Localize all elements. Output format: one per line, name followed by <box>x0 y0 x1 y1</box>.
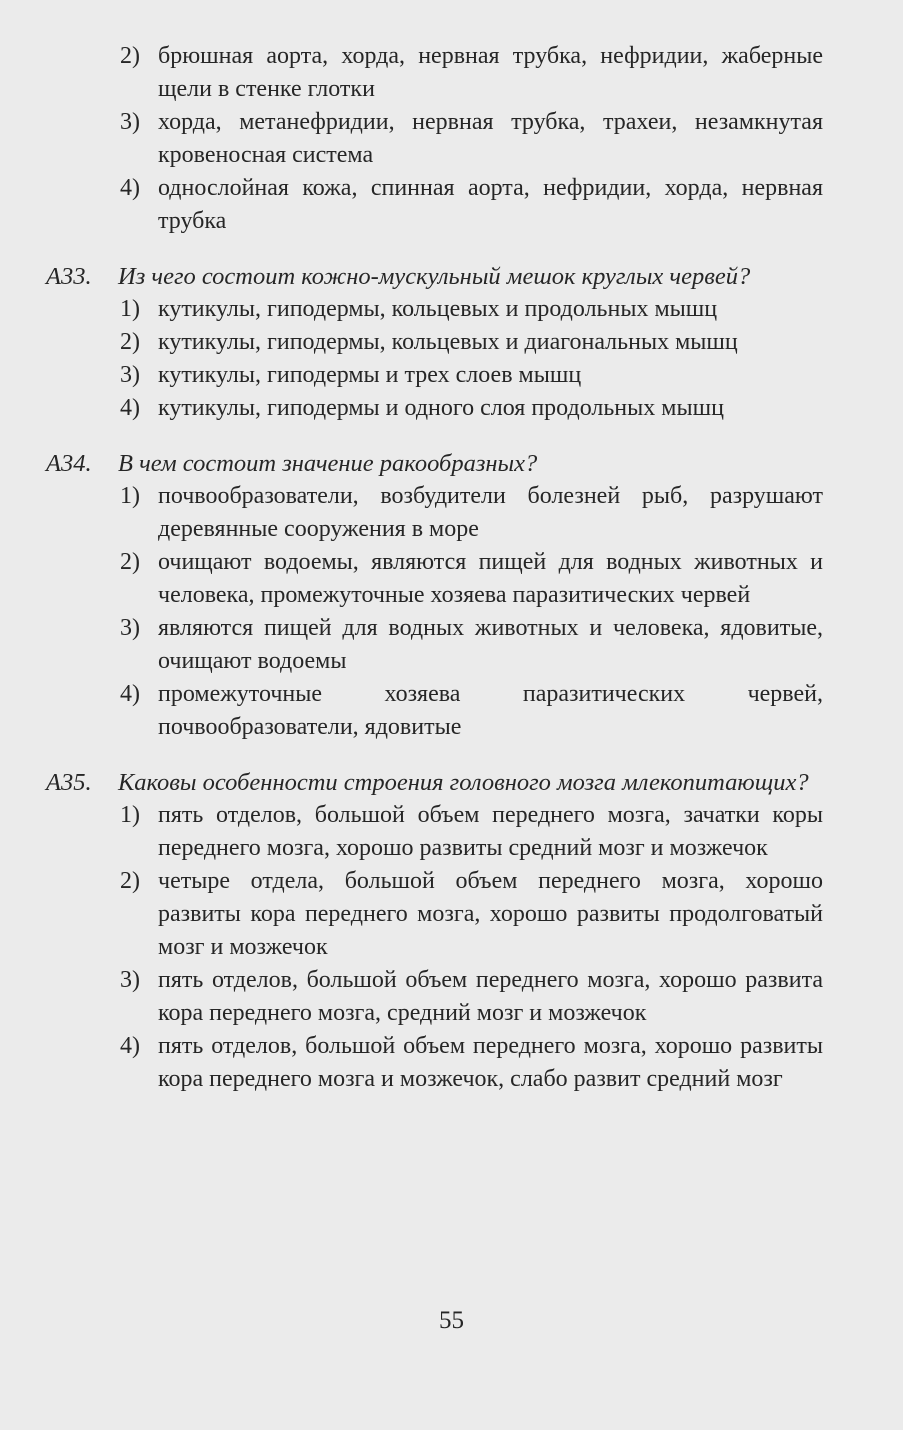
option-number: 2) <box>120 549 140 575</box>
option-number: 3) <box>120 109 140 135</box>
option-number: 2) <box>120 43 140 69</box>
question-a33 <box>0 260 823 425</box>
answer-option <box>0 326 823 359</box>
answer-option <box>0 359 823 392</box>
option-text: четыре отдела, большой объем переднего мозга, хорошо развиты кора переднего мозга, хорошо развиты продолговатый мозг и мозжечок <box>158 868 823 960</box>
question-text <box>0 260 823 293</box>
option-text: пять отделов, большой объем переднего мозга, хорошо развиты кора переднего мозга и мозжечок, слабо развит средний мозг <box>158 1033 823 1092</box>
option-number: 1) <box>120 296 140 322</box>
answer-option <box>0 106 823 172</box>
answer-option <box>0 1030 823 1096</box>
question-label: Из чего состоит кожно-мускульный мешок круглых червей? <box>118 263 751 290</box>
option-text: кутикулы, гиподермы, кольцевых и диагональных мышц <box>158 329 738 355</box>
option-number: 1) <box>120 802 140 828</box>
option-text: очищают водоемы, являются пищей для водных животных и человека, промежуточные хозяева паразитических червей <box>158 549 823 608</box>
option-text: пять отделов, большой объем переднего мозга, хорошо развита кора переднего мозга, средний мозг и мозжечок <box>158 967 823 1026</box>
question-text <box>0 766 823 799</box>
page-number: 55 <box>439 1307 464 1334</box>
option-number: 1) <box>120 483 140 509</box>
answer-option <box>0 546 823 612</box>
option-text: хорда, метанефридии, нервная трубка, трахеи, незамкнутая кровеносная система <box>158 109 823 168</box>
answer-option <box>0 293 823 326</box>
option-number: 4) <box>120 175 140 201</box>
option-number: 2) <box>120 329 140 355</box>
option-text: кутикулы, гиподермы и одного слоя продольных мышц <box>158 395 724 421</box>
question-a35 <box>0 766 823 1096</box>
question-text <box>0 447 823 480</box>
answer-option <box>0 865 823 964</box>
answer-option <box>0 799 823 865</box>
option-text: пять отделов, большой объем переднего мозга, зачатки коры переднего мозга, хорошо развиты средний мозг и мозжечок <box>158 802 823 861</box>
answer-option <box>0 480 823 546</box>
option-number: 4) <box>120 681 140 707</box>
option-text: являются пищей для водных животных и человека, ядовитые, очищают водоемы <box>158 615 823 674</box>
answer-option <box>0 678 823 744</box>
option-number: 2) <box>120 868 140 894</box>
question-label: В чем состоит значение ракообразных? <box>118 450 538 477</box>
answer-option <box>0 964 823 1030</box>
question-label: Каковы особенности строения головного мозга млекопитающих? <box>118 769 809 796</box>
option-text: однослойная кожа, спинная аорта, нефридии, хорда, нервная трубка <box>158 175 823 234</box>
option-text: брюшная аорта, хорда, нервная трубка, нефридии, жаберные щели в стенке глотки <box>158 43 823 102</box>
answer-option <box>0 40 823 106</box>
answer-option <box>0 392 823 425</box>
option-number: 3) <box>120 967 140 993</box>
option-text: кутикулы, гиподермы и трех слоев мышц <box>158 362 582 388</box>
question-id: А34. <box>46 450 92 477</box>
answer-option <box>0 612 823 678</box>
question-id: А33. <box>46 263 92 290</box>
option-text: почвообразователи, возбудители болезней рыб, разрушают деревянные сооружения в море <box>158 483 823 542</box>
option-text: кутикулы, гиподермы, кольцевых и продольных мышц <box>158 296 718 322</box>
option-number: 3) <box>120 615 140 641</box>
answer-option <box>0 172 823 238</box>
option-number: 4) <box>120 395 140 421</box>
option-number: 3) <box>120 362 140 388</box>
question-id: А35. <box>46 769 92 796</box>
question-a34 <box>0 447 823 744</box>
option-text: промежуточные хозяева паразитических червей, почвообразователи, ядовитые <box>158 681 823 740</box>
option-number: 4) <box>120 1033 140 1059</box>
prev-question-options <box>0 40 823 238</box>
